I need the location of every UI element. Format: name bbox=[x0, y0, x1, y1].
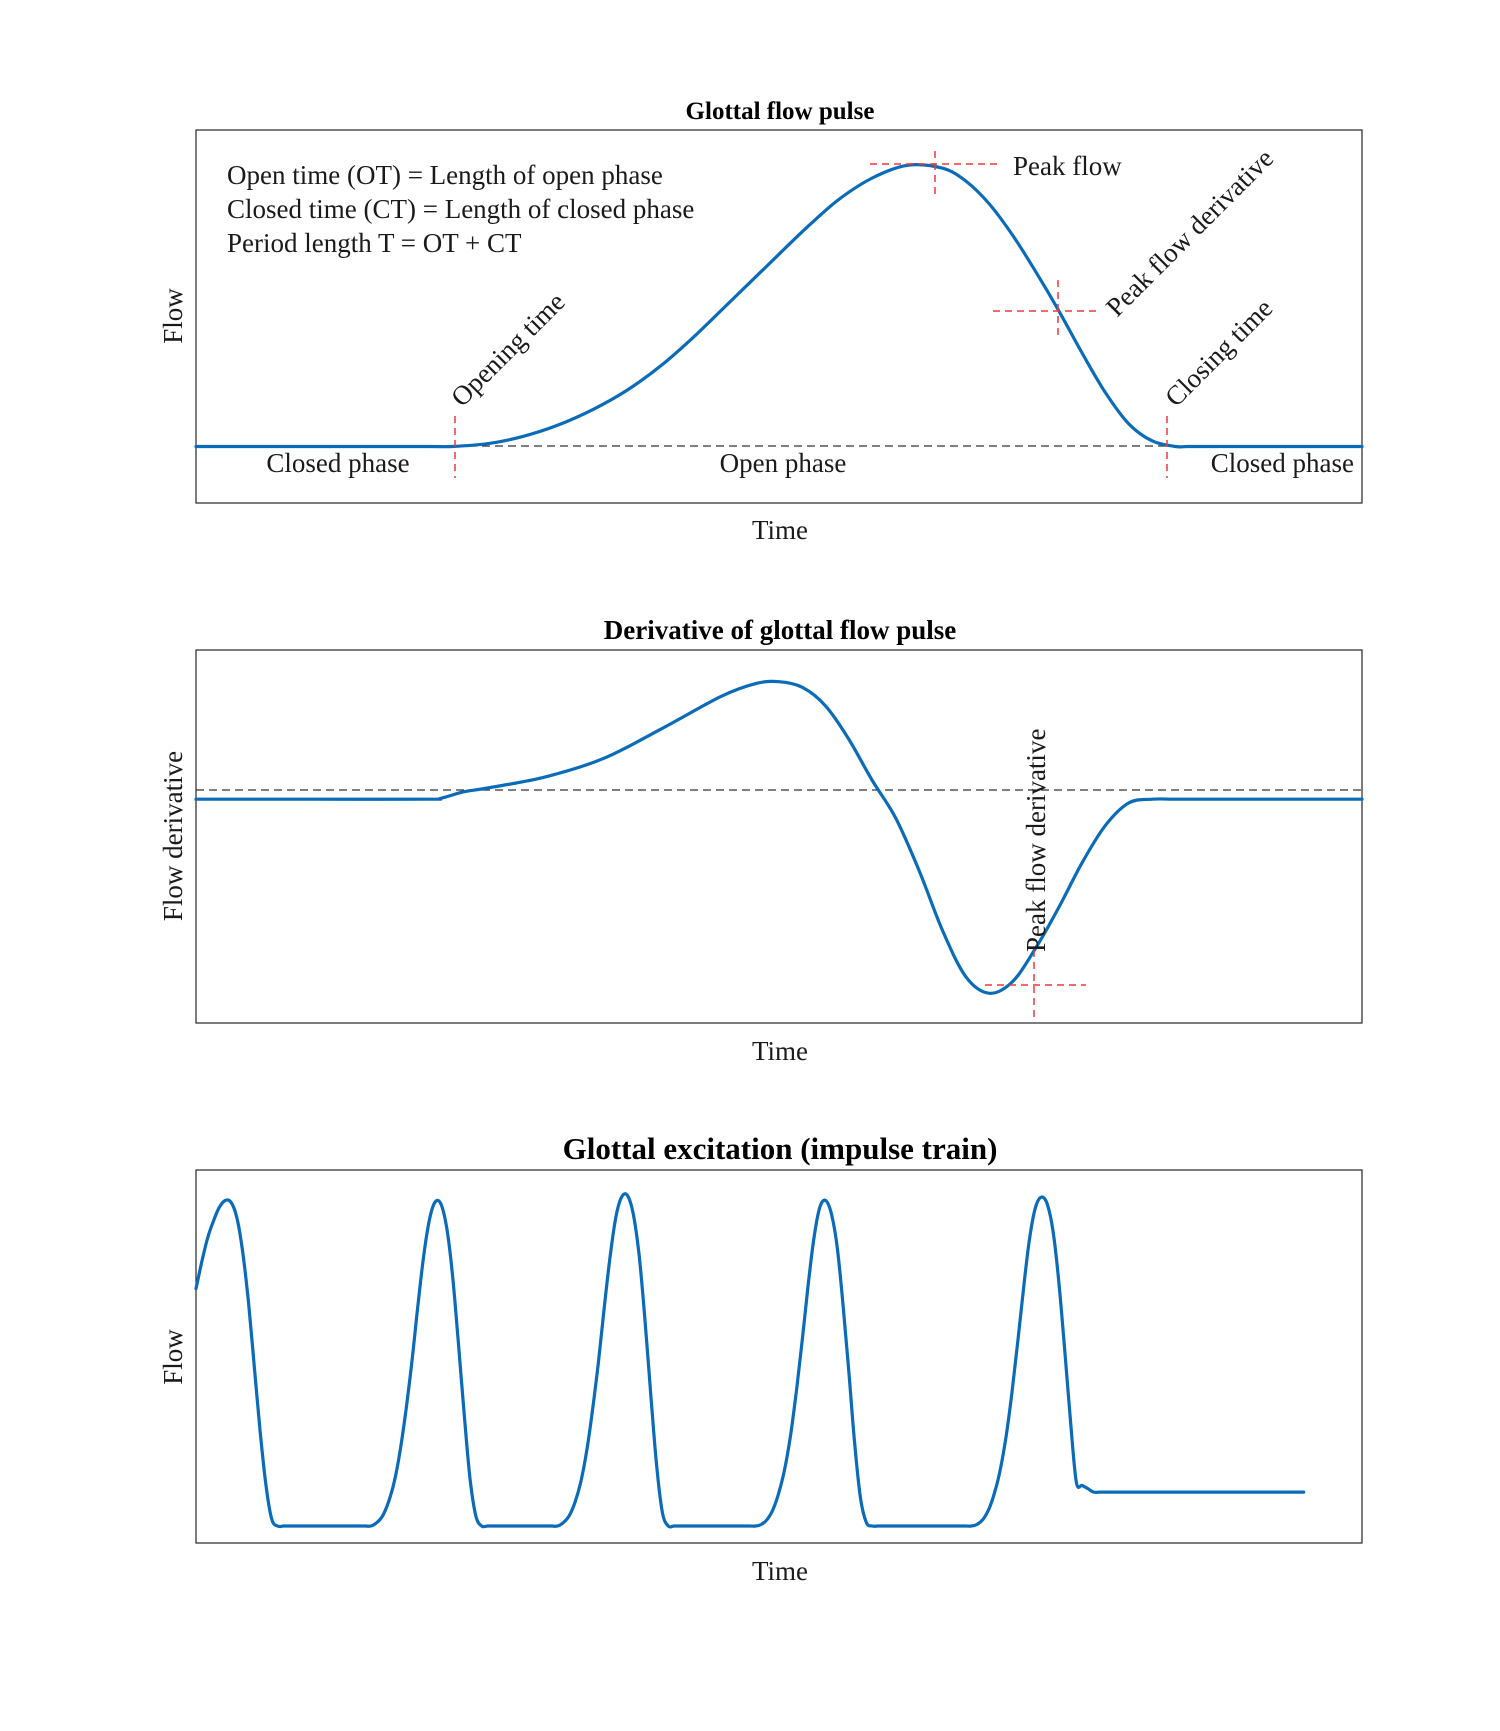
peak-flow-derivative-label: Peak flow derivative bbox=[1100, 143, 1280, 323]
opening-time-label: Opening time bbox=[445, 286, 571, 413]
series-line-excitation bbox=[196, 1194, 1304, 1527]
closed-phase-label-right: Closed phase bbox=[1210, 448, 1354, 478]
closed-phase-label-left: Closed phase bbox=[266, 448, 410, 478]
chart-title: Derivative of glottal flow pulse bbox=[603, 615, 957, 645]
chart-title: Glottal excitation (impulse train) bbox=[562, 1131, 998, 1166]
note-period-length: Period length T = OT + CT bbox=[227, 228, 522, 258]
panel-derivative bbox=[158, 615, 1362, 1066]
open-phase-label: Open phase bbox=[719, 448, 847, 478]
note-closed-time: Closed time (CT) = Length of closed phase bbox=[227, 194, 695, 224]
peak-flow-label: Peak flow bbox=[1013, 151, 1122, 181]
x-axis-label: Time bbox=[751, 1036, 809, 1066]
y-axis-label: Flow bbox=[158, 288, 188, 344]
note-open-time: Open time (OT) = Length of open phase bbox=[227, 160, 663, 190]
panel-glottal-flow-pulse bbox=[158, 98, 1362, 545]
y-axis-label: Flow bbox=[158, 1329, 188, 1385]
plot-frame bbox=[196, 650, 1362, 1023]
panel-glottal-excitation bbox=[158, 1131, 1362, 1586]
x-axis-label: Time bbox=[751, 515, 809, 545]
series-line-flow-derivative bbox=[196, 681, 1362, 993]
y-axis-label: Flow derivative bbox=[158, 750, 188, 922]
x-axis-label: Time bbox=[751, 1556, 809, 1586]
closing-time-label: Closing time bbox=[1159, 292, 1279, 413]
peak-flow-derivative-label: Peak flow derivative bbox=[1021, 728, 1051, 952]
chart-title: Glottal flow pulse bbox=[685, 98, 875, 125]
